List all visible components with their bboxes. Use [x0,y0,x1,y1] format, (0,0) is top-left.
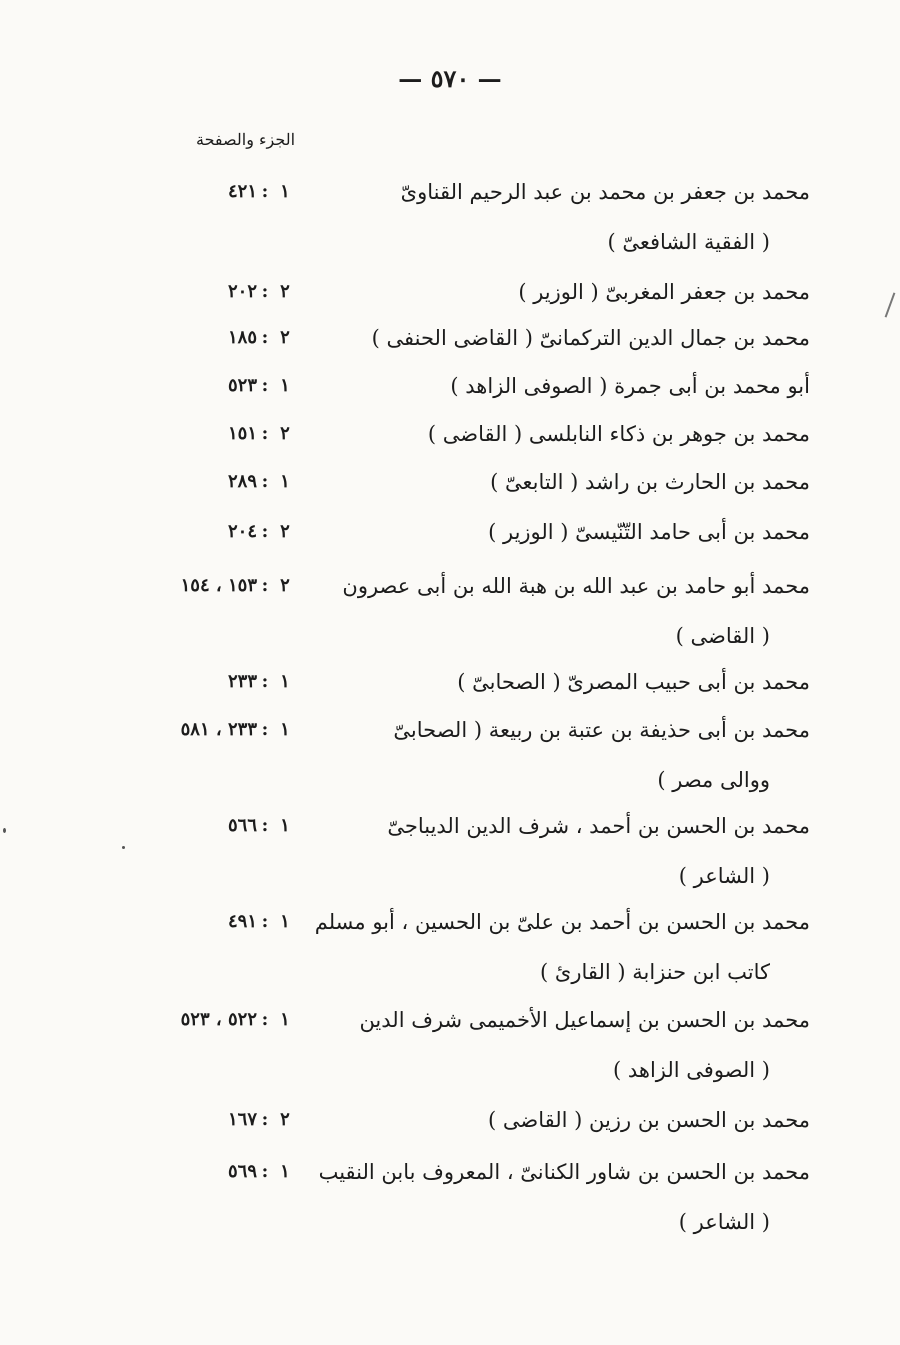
index-entry [0,1000,900,1040]
ink-speck [3,828,6,833]
entry-continuation-text: كاتب ابن حنزابة ( القارئ ) [540,960,770,984]
index-entry [0,272,900,312]
entry-volume: ٢ [280,423,290,444]
volume-page-separator: : [261,1161,269,1182]
column-header: الجزء والصفحة [196,130,296,149]
entry-continuation [0,952,900,992]
entry-pages: ٢٠٤ [227,521,257,542]
entry-name: محمد بن جعفر بن محمد بن عبد الرحيم القناوىّ [400,180,810,204]
index-entry [0,462,900,502]
entry-continuation-text: ( الفقية الشافعىّ ) [607,230,770,254]
entry-volume: ١ [280,1009,290,1030]
volume-page-separator: : [261,575,269,596]
entry-pages: ٢٣٣ [227,671,257,692]
entry-volume: ١ [280,671,290,692]
entry-volume: ١ [280,1161,290,1182]
entry-name: محمد بن الحسن بن إسماعيل الأخميمى شرف الدين [359,1008,810,1032]
volume-page-separator: : [261,375,269,396]
entry-name: محمد بن جعفر المغربىّ ( الوزير ) [518,280,810,304]
entry-pages: ١٦٧ [227,1109,257,1130]
entry-volume: ١ [280,471,290,492]
entry-name: محمد بن أبى حامد التّنّيسىّ ( الوزير ) [488,520,810,544]
entry-pages: ٤٢١ [227,181,257,202]
index-entry [0,806,900,846]
index-entry [0,512,900,552]
entry-pages: ١٨٥ [227,327,257,348]
volume-page-separator: : [261,1009,269,1030]
entry-continuation [0,760,900,800]
volume-page-separator: : [261,471,269,492]
entry-pages: ٤٩١ [227,911,257,932]
entry-continuation-text: ( الشاعر ) [678,1210,770,1234]
entry-volume: ١ [280,181,290,202]
index-entry [0,414,900,454]
page-number: — ٥٧٠ — [398,64,502,93]
volume-page-separator: : [261,327,269,348]
entry-continuation [0,1050,900,1090]
entry-volume: ٢ [280,521,290,542]
index-entry [0,1100,900,1140]
entry-pages: ١٥٣ ، ١٥٤ [180,575,257,596]
volume-page-separator: : [261,671,269,692]
entry-volume: ٢ [280,281,290,302]
entry-volume: ٢ [280,327,290,348]
entry-volume: ١ [280,375,290,396]
volume-page-separator: : [261,911,269,932]
volume-page-separator: : [261,281,269,302]
volume-page-separator: : [261,423,269,444]
entry-name: أبو محمد بن أبى جمرة ( الصوفى الزاهد ) [450,374,810,398]
entry-name: محمد بن الحسن بن شاور الكنانىّ ، المعروف بابن النقيب [318,1160,810,1184]
ink-speck [122,846,125,849]
entry-continuation-text: ( القاضى ) [675,624,770,648]
index-entry [0,366,900,406]
entry-name: محمد بن الحسن بن أحمد بن علىّ بن الحسين ، أبو مسلم [314,910,810,934]
entry-continuation-text: ( الصوفى الزاهد ) [613,1058,770,1082]
entry-volume: ١ [280,911,290,932]
entry-continuation [0,856,900,896]
entry-volume: ٢ [280,1109,290,1130]
volume-page-separator: : [261,181,269,202]
volume-page-separator: : [261,521,269,542]
entry-continuation-text: ( الشاعر ) [678,864,770,888]
entry-volume: ٢ [280,575,290,596]
index-entry [0,710,900,750]
index-entry [0,318,900,358]
entry-volume: ١ [280,719,290,740]
entry-continuation [0,222,900,262]
entry-continuation-text: ووالى مصر ) [657,768,770,792]
entry-pages: ٥٢٣ [227,375,257,396]
entry-pages: ٢٨٩ [227,471,257,492]
entry-pages: ٥٦٦ [227,815,257,836]
index-entry [0,1152,900,1192]
entry-name: محمد بن الحسن بن أحمد ، شرف الدين الديباجىّ [387,814,810,838]
entry-pages: ٥٦٩ [227,1161,257,1182]
entry-pages: ٢٠٢ [227,281,257,302]
entry-name: محمد بن جمال الدين التركمانىّ ( القاضى الحنفى ) [371,326,810,350]
entry-pages: ١٥١ [227,423,257,444]
volume-page-separator: : [261,1109,269,1130]
index-entry [0,902,900,942]
volume-page-separator: : [261,719,269,740]
entry-pages: ٥٢٢ ، ٥٢٣ [180,1009,257,1030]
entry-volume: ١ [280,815,290,836]
entry-name: محمد بن أبى حبيب المصرىّ ( الصحابىّ ) [457,670,810,694]
entry-continuation [0,1202,900,1242]
volume-page-separator: : [261,815,269,836]
index-entry [0,662,900,702]
entry-name: محمد بن الحارث بن راشد ( التابعىّ ) [490,470,810,494]
index-entry [0,172,900,212]
entry-continuation [0,616,900,656]
index-entry [0,566,900,606]
entry-name: محمد بن أبى حذيفة بن عتبة بن ربيعة ( الصحابىّ [393,718,810,742]
entry-name: محمد بن الحسن بن رزين ( القاضى ) [488,1108,810,1132]
entry-name: محمد أبو حامد بن عبد الله بن هبة الله بن أبى عصرون [342,574,810,598]
entry-name: محمد بن جوهر بن ذكاء النابلسى ( القاضى ) [427,422,810,446]
entry-pages: ٢٣٣ ، ٥٨١ [180,719,257,740]
